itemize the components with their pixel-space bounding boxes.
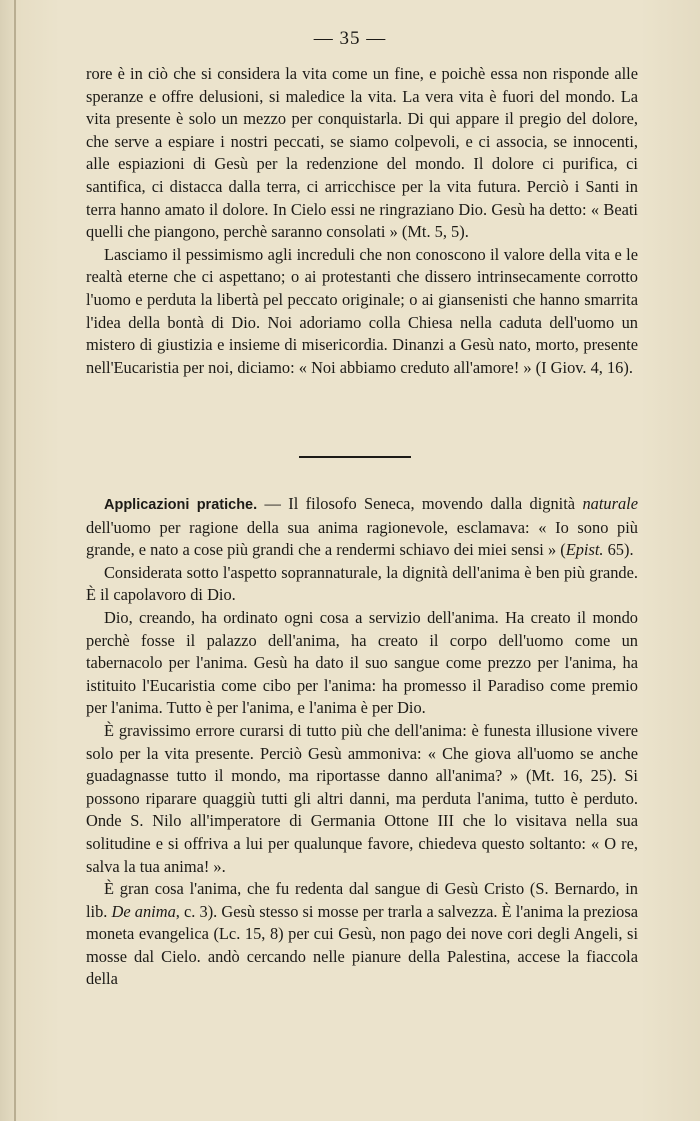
paragraph	[86, 878, 638, 991]
text-run: dell'uomo per ragione della sua anima ragionevole, esclamava: « Io sono più grande, e nato a cose più grandi che a rendermi schiavo dei miei sensi » (	[86, 517, 638, 560]
text-section-applicazioni	[86, 493, 638, 991]
text-run: , c. 3). Gesù stesso si mosse per trarla a salvezza. È l'anima la preziosa moneta evangelica (Lc. 15, 8) per cui Gesù, non pago dei nove cori degli Angeli, si mosse dal Cielo. andò cercando nelle pianure della Palestina, accese la fiaccola della	[86, 901, 639, 989]
section-heading: Applicazioni pratiche.	[104, 497, 258, 513]
text-run: È gran cosa l'anima, che fu redenta dal sangue di Gesù Cristo (S. Bernardo, in lib.	[86, 879, 638, 921]
paragraph: Dio, creando, ha ordinato ogni cosa a servizio dell'anima. Ha creato il mondo perchè fosse il palazzo dell'anima, ha creato il corpo dell'uomo come un tabernacolo per l'anima. Gesù ha dato il suo sangue come prezzo per l'anima, ha istituito l'Eucaristia come cibo per l'anima: ha promesso il Paradiso come premio per l'anima. Tutto è per l'anima, e l'anima è per Dio.	[86, 607, 638, 718]
citation-italic: De anima	[111, 901, 176, 921]
paragraph	[86, 493, 638, 562]
italic-term: naturale	[582, 494, 638, 513]
text-run: — Il filosofo Seneca, movendo dalla dignità	[257, 494, 583, 513]
paragraph: rore è in ciò che si considera la vita come un fine, e poichè essa non risponde alle speranze e offre delusioni, si maledice la vita. La vera vita è fuori del mondo. La vita presente è solo un mezzo per conquistarla. Di qui appare il pregio del dolore, che serve a espiare i nostri peccati, se siamo colpevoli, e ci associa, se innocenti, alle espiazioni di Gesù per la redenzione del mondo. Il dolore ci purifica, ci santifica, ci distacca dalla terra, ci arricchisce per la vita futura. Perciò i Santi in terra hanno amato il dolore. In Cielo essi ne ringraziano Dio. Gesù ha detto: « Beati quelli che piangono, perchè saranno consolati » (Mt. 5, 5).	[86, 64, 638, 242]
page-binding-edge	[14, 0, 16, 1121]
page-number: — 35 —	[313, 28, 387, 49]
paragraph: Considerata sotto l'aspetto soprannaturale, la dignità dell'anima è ben più grande. È il capolavoro di Dio.	[86, 562, 638, 605]
section-divider	[299, 456, 411, 458]
text-run: 65).	[603, 540, 634, 560]
citation-italic: Epist.	[565, 540, 604, 560]
paragraph: È gravissimo errore curarsi di tutto più che dell'anima: è funesta illusione vivere solo per la vita presente. Perciò Gesù ammoniva: « Che giova all'uomo se anche guadagnasse tutto il mondo, ma riportasse danno all'anima? » (Mt. 16, 25). Si possono riparare quaggiù tutti gli altri danni, ma perduta l'anima, tutto è perduto. Onde S. Nilo all'imperatore di Germania Ottone III che lo visitava nella sua solitudine e si offriva a lui per qualunque favore, chiedeva questo soltanto: « O re, salva la tua anima! ».	[86, 720, 638, 876]
paragraph: Lasciamo il pessimismo agli increduli che non conoscono il valore della vita e le realtà eterne che ci aspettano; o ai protestanti che dissero intrinsecamente corrotto l'uomo e perduta la libertà pel peccato originale; o ai giansenisti che hanno smarrita l'idea della bontà di Dio. Noi adoriamo colla Chiesa nella caduta dell'uomo un mistero di giustizia e insieme di misericordia. Dinanzi a Gesù nato, morto, presente nell'Eucaristia per noi, diciamo: « Noi abbiamo creduto all'amore! » (I Giov. 4, 16).	[86, 244, 638, 377]
text-section-continuation	[86, 63, 638, 379]
